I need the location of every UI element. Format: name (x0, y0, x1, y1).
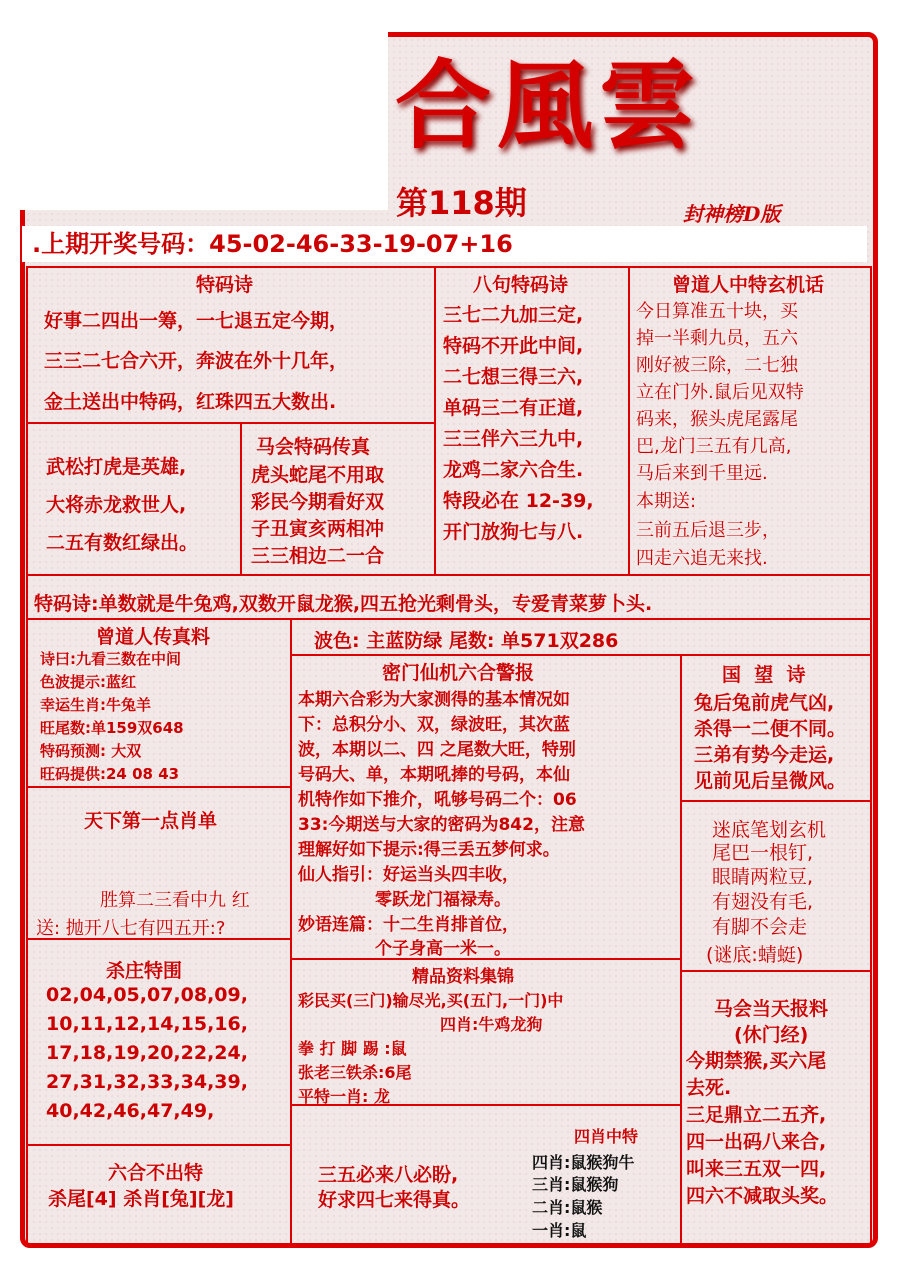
jingpin-title: 精品资料集锦 (412, 967, 514, 987)
guowang-title: 国 望 诗 (722, 664, 806, 686)
mahui-report-line: 今期禁猴,买六尾 (686, 1050, 827, 1072)
zeng-fax-line: 幸运生肖:牛兔羊 (40, 696, 151, 714)
eight-lines-line: 二七想三得三六, (443, 366, 584, 388)
bottom-poem-line: 三五必来八必盼, (318, 1164, 459, 1186)
zeng-words-line: 掉一半剩九员，五六 (636, 328, 798, 349)
eight-lines-title: 八句特码诗 (473, 274, 569, 296)
secret-line: 零跃龙门福禄寿。 (298, 890, 511, 910)
zeng-fax-line: 色波提示:蓝红 (40, 673, 136, 691)
guowang-line: 兔后兔前虎气凶, (694, 692, 835, 714)
mahui-fax-line: 三三相边二一合 (251, 545, 385, 567)
special-poem-line: 三三二七合六开，奔波在外十几年， (44, 350, 349, 372)
no-out-title: 六合不出特 (108, 1162, 204, 1184)
secret-line: 本期六合彩为大家测得的基本情况如 (298, 690, 570, 710)
kill-line: 10,11,12,14,15,16, (46, 1013, 248, 1035)
kill-line: 40,42,46,47,49, (46, 1100, 215, 1122)
zeng-words-line: 码来，猴头虎尾露尾 (636, 409, 798, 430)
kill-line: 27,31,32,33,34,39, (46, 1071, 248, 1093)
bottom-poem-line: 好求四七来得真。 (318, 1189, 471, 1211)
secret-title: 密门仙机六合警报 (382, 662, 535, 684)
eight-lines-line: 特段必在 12-39, (443, 490, 594, 512)
kill-title: 杀庄特围 (106, 960, 183, 982)
secret-line: 仙人指引：好运当头四丰收， (298, 865, 519, 885)
eight-lines-line: 三三伴六三九中, (443, 428, 584, 450)
jingpin-line: 四肖:牛鸡龙狗 (440, 1015, 543, 1034)
zeng-words-line: 三前五后退三步， (636, 520, 780, 541)
color-bar-text: 波色: 主蓝防绿 尾数: 单571双286 (314, 630, 619, 652)
special-poem-line: 金土送出中特码，红珠四五大数出. (44, 391, 337, 413)
mahui-report-line: 叫来三五双一四, (686, 1158, 827, 1180)
zeng-words-line: 巴,龙门三五有几高, (636, 436, 792, 457)
guowang-line: 三弟有势今走运, (694, 744, 835, 766)
wusong-line: 大将赤龙救世人, (46, 494, 187, 516)
jingpin-line: 平特一肖: 龙 (298, 1087, 390, 1106)
poem-bar-text: 特码诗:单数就是牛兔鸡,双数开鼠龙猴,四五抢光剩骨头，专爱青菜萝卜头. (34, 593, 653, 615)
zeng-words-title: 曾道人中特玄机话 (672, 274, 825, 296)
secret-line: 机特作如下推介，吼够号码二个：06 (298, 790, 577, 810)
tianxia-line: 送: 抛开八七有四五开:? (36, 918, 226, 939)
no-out-line: 杀尾[4] 杀肖[兔][龙] (48, 1188, 234, 1210)
wusong-line: 武松打虎是英雄, (46, 456, 187, 478)
issue-number: 第118期 (396, 184, 527, 222)
mahui-report-line: 三足鼎立二五齐, (686, 1104, 827, 1126)
four-xiao-line: 四肖:鼠猴狗牛 (532, 1153, 635, 1172)
four-xiao-line: 一肖:鼠 (532, 1221, 587, 1240)
secret-line: 33:今期送与大家的密码为842，注意 (298, 815, 585, 835)
secret-line: 号码大、单，本期吼捧的号码，本仙 (298, 765, 570, 785)
secret-line: 下：总积分小、双，绿波旺，其次蓝 (298, 715, 570, 735)
zeng-words-line: 今日算准五十块，买 (636, 301, 798, 322)
masthead-title: 合風雲 (395, 49, 701, 162)
mahui-report-subtitle: (休门经) (734, 1024, 809, 1046)
zeng-fax-line: 旺尾数:单159双648 (40, 719, 184, 737)
zeng-fax-line: 旺码提供:24 08 43 (40, 765, 180, 783)
riddle-line: 迷底笔划玄机 (712, 819, 827, 841)
zeng-fax-line: 特码预测: 大双 (40, 742, 142, 760)
riddle-line: 尾巴一根钉, (712, 842, 814, 864)
mahui-report-line: 四一出码八来合, (686, 1131, 827, 1153)
secret-line: 波，本期以二、四 之尾数大旺，特别 (298, 740, 576, 760)
mahui-report-line: 四六不减取头奖。 (686, 1185, 839, 1207)
edition-label: 封神榜D版 (683, 202, 781, 226)
wusong-line: 二五有数红绿出。 (46, 532, 199, 554)
riddle-line: 有翅没有毛, (712, 891, 814, 913)
guowang-line: 见前见后呈微风。 (694, 770, 847, 792)
kill-line: 17,18,19,20,22,24, (46, 1042, 248, 1064)
zeng-words-line: 刚好被三除，二七独 (636, 355, 798, 376)
secret-line: 理解好如下提示:得三丢五梦何求。 (298, 840, 560, 860)
eight-lines-line: 特码不开此中间, (443, 335, 584, 357)
eight-lines-line: 三七二九加三定, (443, 304, 584, 326)
special-poem-line: 好事二四出一筹，一七退五定今期， (44, 310, 349, 332)
zeng-fax-title: 曾道人传真料 (96, 626, 211, 648)
four-xiao-line: 三肖:鼠猴狗 (532, 1175, 619, 1194)
header-blank-area (20, 30, 388, 210)
secret-line: 个子身高一米一。 (298, 939, 511, 959)
special-poem-title: 特码诗 (196, 274, 254, 296)
mahui-fax-line: 彩民今期看好双 (251, 491, 385, 513)
zeng-words-line: 本期送: (636, 491, 697, 512)
riddle-line: 有脚不会走 (712, 916, 808, 938)
jingpin-line: 张老三铁杀:6尾 (298, 1063, 412, 1082)
eight-lines-line: 单码三二有正道, (443, 397, 584, 419)
zeng-words-line: 立在门外.鼠后见双特 (636, 382, 804, 403)
four-xiao-line: 二肖:鼠猴 (532, 1198, 603, 1217)
eight-lines-line: 开门放狗七与八. (443, 521, 584, 543)
riddle-line: 眼睛两粒豆, (712, 866, 814, 888)
riddle-line: (谜底:蜻蜓) (706, 944, 804, 966)
secret-line: 妙语连篇：十二生肖排首位， (298, 915, 519, 935)
mahui-fax-title: 马会特码传真 (256, 436, 371, 458)
guowang-line: 杀得一二便不同。 (694, 718, 847, 740)
zeng-words-line: 马后来到千里远. (636, 463, 768, 484)
mahui-fax-line: 虎头蛇尾不用取 (251, 464, 385, 486)
last-draw-numbers: .上期开奖号码：45-02-46-33-19-07+16 (22, 226, 867, 262)
kill-line: 02,04,05,07,08,09, (46, 984, 248, 1006)
tianxia-line: 胜算二三看中九 红 (100, 890, 250, 911)
jingpin-line: 拳 打 脚 踢 :鼠 (298, 1039, 407, 1058)
mahui-report-title: 马会当天报料 (714, 998, 829, 1020)
jingpin-line: 彩民买(三门)输尽光,买(五门,一门)中 (298, 991, 564, 1010)
mahui-report-line: 去死. (686, 1077, 732, 1099)
four-xiao-title: 四肖中特 (574, 1127, 639, 1146)
zeng-words-line: 四走六追无来找. (636, 548, 768, 569)
eight-lines-line: 龙鸡二家六合生. (443, 459, 584, 481)
zeng-fax-line: 诗曰:九看三数在中间 (40, 650, 181, 668)
mahui-fax-line: 子丑寅亥两相冲 (251, 518, 385, 540)
tianxia-title: 天下第一点肖单 (84, 810, 218, 832)
